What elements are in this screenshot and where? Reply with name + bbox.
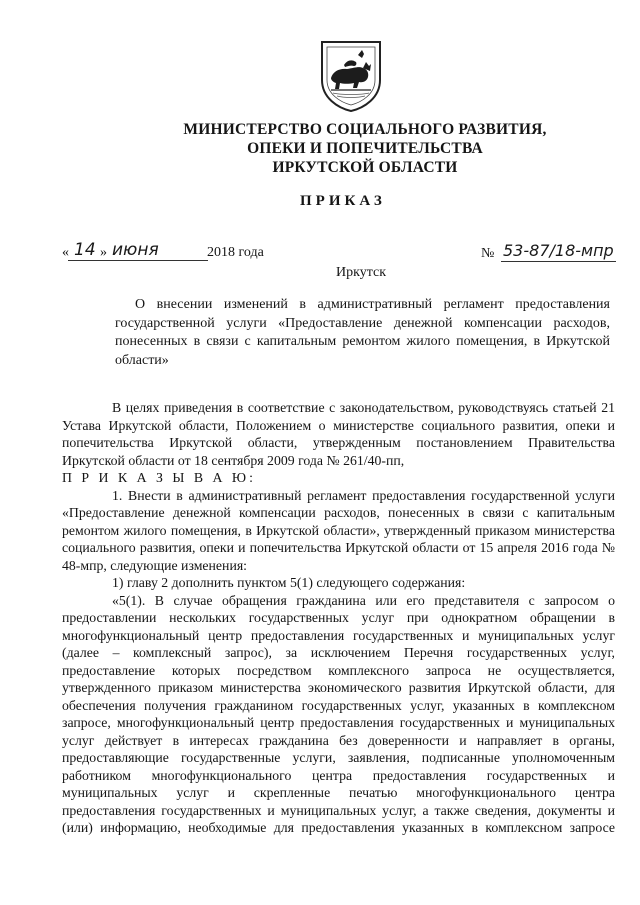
- date-quote-open: «: [62, 245, 69, 260]
- number-sign: №: [481, 246, 495, 261]
- order-number: [481, 243, 631, 265]
- date-year: 2018 года: [207, 245, 264, 260]
- ministry-name-line-2: ОПЕКИ И ПОПЕЧИТЕЛЬСТВА: [247, 140, 483, 157]
- body-order-word: П Р И К А З Ы В А Ю:: [62, 470, 256, 485]
- body-paragraph-preamble: В целях приведения в соответствие с законодательством, руководствуясь статьей 21 Устава Иркутской области, Положением о министерстве социального развития, опеки и попечительства Иркутской области, утвержденным постановлением Правительства Иркутской области от 18 сентября 2009 года № 261/40-пп,: [62, 400, 615, 468]
- body-paragraph-item-1: 1. Внести в административный регламент предоставления государственной услуги «Предоставление денежной компенсации расходов, понесенных в связи с капитальным ремонтом жилого помещения, в Иркутской области», утвержденный приказом министерства социального развития, опеки и попечительства Иркутской области от 15 апреля 2016 года № 48-мпр, следующие изменения:: [62, 487, 615, 573]
- order-subject: [115, 296, 610, 370]
- city-name: Иркутск: [336, 265, 387, 280]
- date-underline: [68, 260, 208, 261]
- date-day-handwritten: 14: [74, 240, 96, 260]
- ministry-name-line-3: ИРКУТСКОЙ ОБЛАСТИ: [272, 159, 458, 176]
- ministry-name-line-1: МИНИСТЕРСТВО СОЦИАЛЬНОГО РАЗВИТИЯ,: [183, 121, 547, 138]
- order-body: [62, 399, 615, 837]
- number-underline: [501, 261, 616, 262]
- number-handwritten: 53-87/18-мпр: [503, 241, 614, 260]
- date-quote-close: »: [100, 245, 107, 260]
- date-month-handwritten: июня: [112, 240, 159, 260]
- body-paragraph-subitem-1: 1) главу 2 дополнить пунктом 5(1) следующего содержания:: [112, 575, 466, 590]
- order-subject-text: О внесении изменений в административный регламент предоставления государственной услуги «Предоставление денежной компенсации расходов, понесенных в связи с капитальным ремонтом жилого помещения, в Иркутской области»: [115, 297, 610, 368]
- document-type-title: ПРИКАЗ: [300, 193, 386, 209]
- body-paragraph-clause-5-1: «5(1). В случае обращения гражданина или его представителя с запросом о предоставлении нескольких государственных услуг при однократном обращении в многофункциональный центр предоставления государственных и муниципальных услуг (далее – комплексный запрос), за исключением Перечня государственных услуг, предоставление которых посредством комплексного запроса не осуществляется, утвержденного приказом министерства экономического развития Иркутской области, для обеспечения получения гражданином государственных услуг, указанных в комплексном запросе, многофункциональный центр предоставления государственных и муниципальных услуг действует в интересах гражданина без доверенности и направляет в органы, предоставляющие государственные услуги, заявления, подписанные уполномоченным работником многофункционального центра предоставления государственных и муниципальных услуг и скрепленные печатью многофункционального центра предоставления государственных и муниципальных услуг, а также сведения, документы и (или) информацию, необходимые для предоставления указанных в комплексном запросе: [62, 592, 615, 835]
- coat-of-arms-icon: [318, 38, 384, 112]
